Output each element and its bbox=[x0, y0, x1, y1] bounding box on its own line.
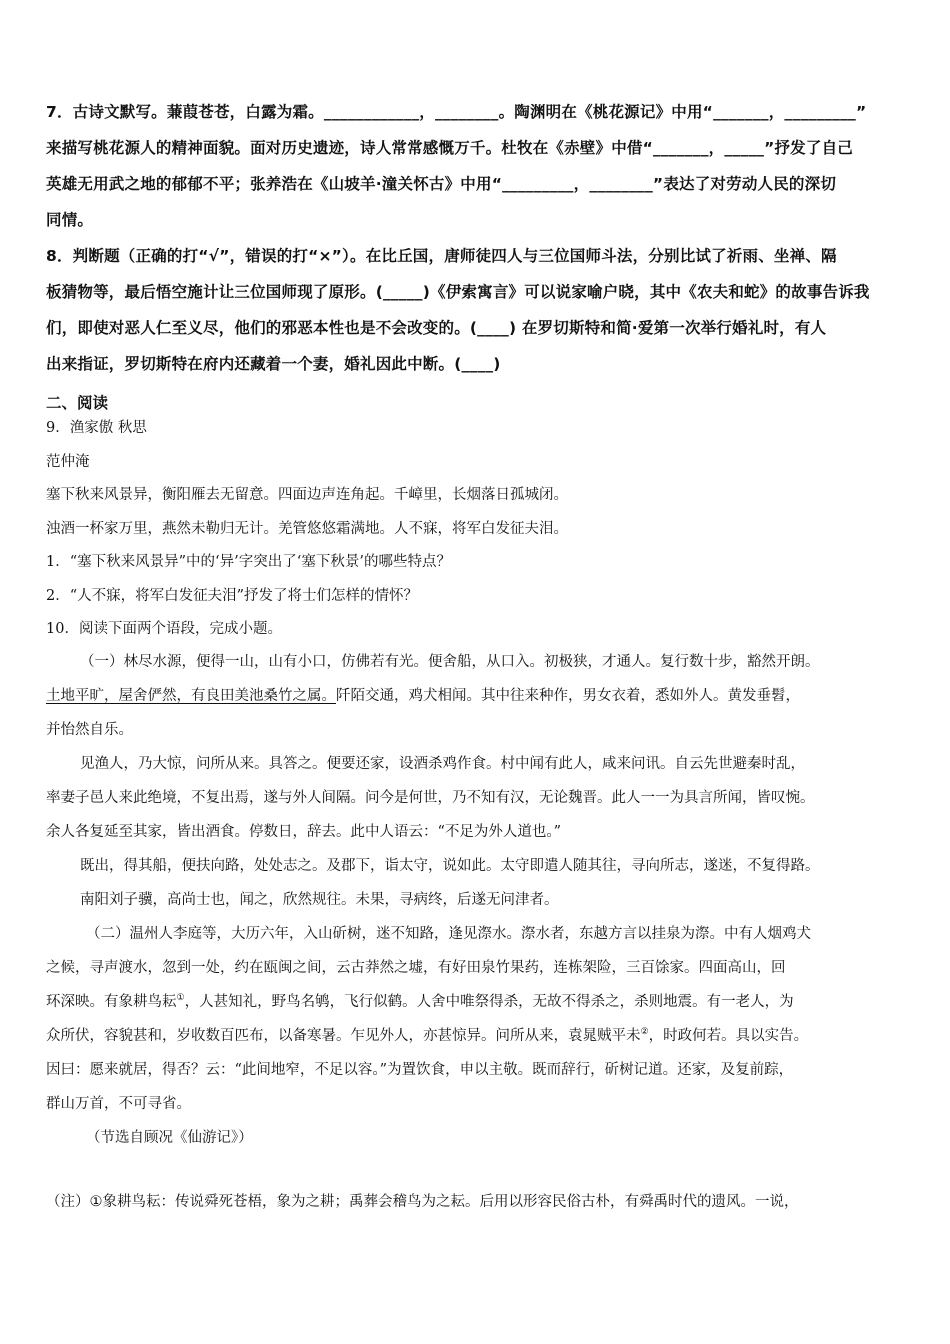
passage-5-line-4 bbox=[46, 1019, 914, 1053]
section-heading: 二、阅读 bbox=[46, 394, 109, 412]
underlined-sentence: 土地平旷，屋舍俨然，有良田美池桑竹之属。 bbox=[46, 688, 336, 704]
q9-sub-question-2: 2．“人不寐，将军白发征夫泪”抒发了将士们怎样的情怀？ bbox=[46, 587, 419, 604]
footnote bbox=[46, 1185, 914, 1219]
question-7 bbox=[46, 94, 908, 238]
passage-5-line-3-b: ，人甚知礼，野鸟名鸲，飞行似鹤。人舍中唯祭得杀，无故不得杀之，杀则地震。有一老人，为 bbox=[184, 994, 794, 1010]
passage-5-line-5: 因曰：愿来就居，得否？云：“此间地窄，不足以容。”为置饮食，申以主敬。既而辞行，斫树记道。还家，及复前踪， bbox=[46, 1062, 794, 1078]
q8-line-4: 出来指证，罗切斯特在府内还藏着一个妻，婚礼因此中断。(____) bbox=[46, 355, 501, 373]
question-8 bbox=[46, 238, 908, 382]
q8-line-1: 8．判断题（正确的打“√”，错误的打“×”）。在比丘国，唐师徒四人与三位国师斗法，分别比试了祈雨、坐禅、隔 bbox=[46, 247, 837, 265]
q9-verse-1: 塞下秋来风景异，衡阳雁去无留意。四面边声连角起。千嶂里，长烟落日孤城闭。 bbox=[46, 487, 568, 503]
passage-4-line-1: 南阳刘子骥，高尚士也，闻之，欣然规往。未果，寻病终，后遂无问津者。 bbox=[80, 892, 559, 908]
footnote-mark-1: ① bbox=[176, 993, 185, 1004]
source-citation: （节选自顾况《仙游记》） bbox=[86, 1130, 253, 1146]
q9-author: 范仲淹 bbox=[46, 453, 90, 470]
passage-5-line-4-a: 众所伏，容貌甚和，岁收数百匹布，以备寒暑。乍见外人，亦甚惊异。问所从来，袁晁贼平未 bbox=[46, 1028, 641, 1044]
q7-line-1: 7．古诗文默写。蒹葭苍苍，白露为霜。____________，________。陶渊明在《桃花源记》中用“_______，_________” bbox=[46, 103, 867, 121]
q10-title: 10．阅读下面两个语段，完成小题。 bbox=[46, 621, 282, 637]
passage-1-line-3: 并怡然自乐。 bbox=[46, 722, 133, 738]
footnote-mark-2: ② bbox=[640, 1027, 649, 1038]
q9-verse-2: 浊酒一杯家万里，燕然未勒归无计。羌管悠悠霜满地。人不寐，将军白发征夫泪。 bbox=[46, 520, 568, 537]
q7-line-2: 来描写桃花源人的精神面貌。面对历史遗迹，诗人常常感慨万千。杜牧在《赤壁》中借“_______，_____”抒发了自己 bbox=[46, 139, 853, 157]
footnote-line-1: （注）①象耕鸟耘：传说舜死苍梧，象为之耕；禹葬会稽鸟为之耘。后用以形容民俗古朴，有舜禹时代的遗风。一说， bbox=[46, 1194, 799, 1210]
passage-5-line-6: 群山万首，不可寻省。 bbox=[46, 1096, 191, 1112]
passage-3-line-1: 既出，得其船，便扶向路，处处志之。及郡下，诣太守，说如此。太守即遣人随其往，寻向所志，遂迷，不复得路。 bbox=[80, 858, 820, 874]
q9-sub-question-1: 1．“塞下秋来风景异”中的‘异’字突出了‘塞下秋景’的哪些特点？ bbox=[46, 554, 451, 570]
passage-5-line-3 bbox=[46, 985, 914, 1019]
passage-5-line-4-b: ，时政何若。具以实告。 bbox=[648, 1028, 809, 1044]
passage-1-line-1: （一）林尽水源，便得一山，山有小口，仿佛若有光。便舍船，从口入。初极狭，才通人。复行数十步，豁然开朗。 bbox=[80, 654, 820, 670]
passage-5-line-3-a: 环深映。有象耕鸟耘 bbox=[46, 994, 177, 1010]
q8-line-2: 板猜物等，最后悟空施计让三位国师现了原形。(_____)《伊索寓言》可以说家喻户晓，其中《农夫和蛇》的故事告诉我 bbox=[46, 283, 870, 301]
q9-title: 9．渔家傲 秋思 bbox=[46, 420, 147, 436]
passage-2-line-2: 率妻子邑人来此绝境，不复出焉，遂与外人间隔。问今是何世，乃不知有汉，无论魏晋。此人一一为具言所闻，皆叹惋。 bbox=[46, 790, 815, 806]
question-10-passages bbox=[46, 645, 914, 1155]
passage-5-line-1: （二）温州人李庭等，大历六年，入山斫树，迷不知路，逢见漈水。漈水者，东越方言以挂泉为漈。中有人烟鸡犬 bbox=[86, 926, 811, 942]
passage-1-line-2-rest: 阡陌交通，鸡犬相闻。其中往来种作，男女衣着，悉如外人。黄发垂髫， bbox=[336, 688, 800, 704]
passage-5-line-2: 之候，寻声渡水，忽到一处，约在瓯闽之间，云古莽然之墟，有好田泉竹果药，连栋架险，三百馀家。四面高山，回 bbox=[46, 960, 786, 976]
q7-line-3: 英雄无用武之地的郁郁不平；张养浩在《山坡羊·潼关怀古》中用“_________，________”表达了对劳动人民的深切 bbox=[46, 175, 837, 193]
q8-line-3: 们，即使对恶人仁至义尽，他们的邪恶本性也是不会改变的。(____) 在罗切斯特和简·爱第一次举行婚礼时，有人 bbox=[46, 319, 827, 337]
passage-2-line-1: 见渔人，乃大惊，问所从来。具答之。便要还家，设酒杀鸡作食。村中闻有此人，咸来问讯。自云先世避秦时乱， bbox=[80, 756, 805, 772]
passage-1-line-2 bbox=[46, 679, 914, 713]
passage-2-line-3: 余人各复延至其家，皆出酒食。停数日，辞去。此中人语云：“不足为外人道也。” bbox=[46, 824, 562, 840]
question-9 bbox=[46, 412, 908, 647]
q7-line-4: 同情。 bbox=[46, 211, 94, 229]
